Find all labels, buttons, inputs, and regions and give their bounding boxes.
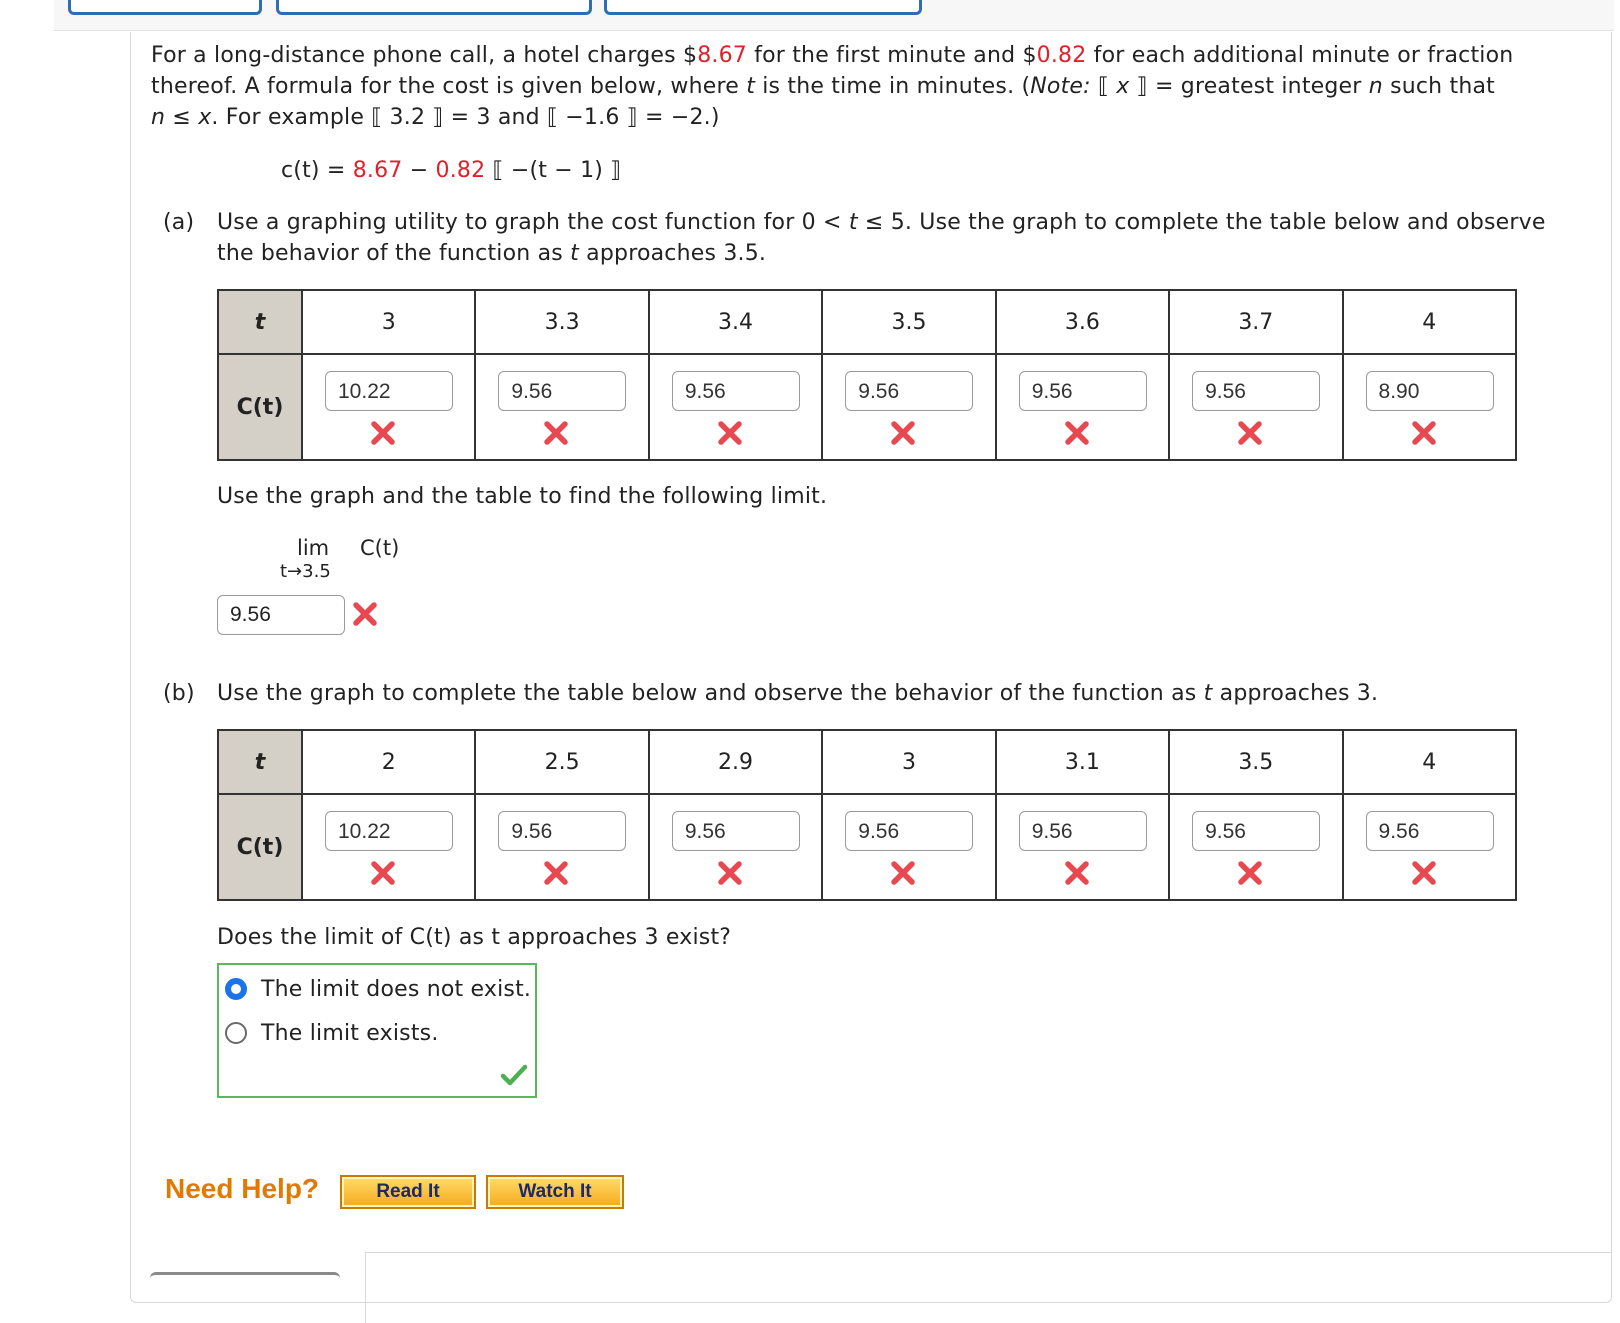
incorrect-icon	[542, 859, 570, 887]
option-exists-label[interactable]: The limit exists.	[261, 1021, 439, 1046]
cost-answer-input[interactable]: 9.56	[672, 371, 800, 411]
cost-answer-input[interactable]: 9.56	[1019, 811, 1147, 851]
incorrect-icon	[889, 859, 917, 887]
c-input-cell	[1343, 794, 1516, 900]
next-question-panel-edge	[365, 1252, 1611, 1323]
cost-answer-input[interactable]: 9.56	[498, 371, 626, 411]
t-value-cell: 4	[1343, 730, 1516, 794]
t-value-cell: 3.1	[996, 730, 1169, 794]
t-value-cell: 3.4	[649, 290, 822, 354]
t-value-cell: 3	[822, 730, 995, 794]
c-input-cell	[649, 354, 822, 460]
c-input-cell	[1343, 354, 1516, 460]
lim-function: C(t)	[360, 536, 400, 560]
incorrect-icon	[716, 419, 744, 447]
lim-word: lim	[297, 536, 330, 560]
c-input-cell	[302, 354, 475, 460]
watch-it-button[interactable]: Watch It	[486, 1175, 624, 1209]
incorrect-icon	[1236, 419, 1264, 447]
incorrect-icon	[369, 419, 397, 447]
problem-line-3: n ≤ x. For example ⟦ 3.2 ⟧ = 3 and ⟦ −1.6 ⟧ = −2.)	[151, 105, 720, 130]
cost-answer-input[interactable]: 9.56	[672, 811, 800, 851]
t-row	[218, 730, 1516, 794]
first-minute-rate: 8.67	[697, 43, 747, 68]
radio-limit-does-not-exist[interactable]	[225, 978, 247, 1000]
t-header: t	[218, 290, 302, 354]
option-does-not-exist-label[interactable]: The limit does not exist.	[261, 977, 532, 1002]
next-button-edge[interactable]	[150, 1272, 340, 1285]
correct-checkmark-icon	[500, 1063, 528, 1087]
t-value-cell: 2.5	[475, 730, 648, 794]
incorrect-icon	[1410, 859, 1438, 887]
part-a-label: (a)	[163, 210, 195, 235]
limit-question: Does the limit of C(t) as t approaches 3 exist?	[217, 925, 732, 950]
c-input-cell	[822, 794, 995, 900]
t-value-cell: 4	[1343, 290, 1516, 354]
t-value-cell: 3	[302, 290, 475, 354]
top-tab-button-3[interactable]	[604, 0, 922, 15]
c-row	[218, 354, 1516, 460]
c-header: C(t)	[218, 794, 302, 900]
incorrect-icon	[1236, 859, 1264, 887]
part-b-value-table	[217, 729, 1517, 901]
c-input-cell	[996, 794, 1169, 900]
limit-answer-input[interactable]: 9.56	[217, 595, 345, 635]
c-input-cell	[302, 794, 475, 900]
problem-statement	[151, 40, 1551, 133]
incorrect-icon	[1063, 859, 1091, 887]
radio-limit-exists[interactable]	[225, 1022, 247, 1044]
c-row	[218, 794, 1516, 900]
c-input-cell	[1169, 354, 1342, 460]
cost-answer-input[interactable]: 9.56	[1019, 371, 1147, 411]
cost-formula: c(t) = 8.67 − 0.82 ⟦ −(t − 1) ⟧	[281, 158, 622, 183]
c-header: C(t)	[218, 354, 302, 460]
incorrect-icon	[1410, 419, 1438, 447]
cost-answer-input[interactable]: 9.56	[1366, 811, 1494, 851]
top-toolbar-strip	[54, 0, 1614, 31]
need-help-label: Need Help?	[165, 1173, 320, 1204]
cost-answer-input[interactable]: 10.22	[325, 811, 453, 851]
lim-subscript: t→3.5	[280, 561, 331, 582]
part-a-value-table	[217, 289, 1517, 461]
incorrect-icon	[352, 601, 378, 627]
incorrect-icon	[716, 859, 744, 887]
t-value-cell: 2	[302, 730, 475, 794]
additional-minute-rate: 0.82	[1036, 43, 1087, 68]
top-tab-button-2[interactable]	[276, 0, 592, 15]
incorrect-icon	[1063, 419, 1091, 447]
cost-answer-input[interactable]: 8.90	[1366, 371, 1494, 411]
cost-answer-input[interactable]: 9.56	[1192, 811, 1320, 851]
part-b-instructions: Use the graph to complete the table below and observe the behavior of the function as t approaches 3.	[217, 681, 1379, 706]
c-input-cell	[649, 794, 822, 900]
problem-line-1: For a long-distance phone call, a hotel charges $8.67 for the first minute and $0.82 for each additional minute or fraction	[151, 43, 1514, 68]
part-a-instructions: Use a graphing utility to graph the cost function for 0 < t ≤ 5. Use the graph to complete the table below and observe the behavior of the function as t approaches 3.5.	[217, 210, 1546, 266]
c-input-cell	[996, 354, 1169, 460]
t-header: t	[218, 730, 302, 794]
limit-prompt: Use the graph and the table to find the following limit.	[217, 484, 828, 509]
c-input-cell	[475, 794, 648, 900]
t-row	[218, 290, 1516, 354]
t-value-cell: 3.3	[475, 290, 648, 354]
cost-answer-input[interactable]: 9.56	[845, 811, 973, 851]
t-value-cell: 3.5	[822, 290, 995, 354]
cost-answer-input[interactable]: 9.56	[498, 811, 626, 851]
t-value-cell: 2.9	[649, 730, 822, 794]
t-value-cell: 3.7	[1169, 290, 1342, 354]
problem-line-2: thereof. A formula for the cost is given below, where t is the time in minutes. (Note: ⟦ x ⟧ = greatest integer n such that	[151, 74, 1495, 99]
top-tab-button-1[interactable]	[68, 0, 262, 15]
c-input-cell	[1169, 794, 1342, 900]
c-input-cell	[475, 354, 648, 460]
part-b-label: (b)	[163, 681, 195, 706]
cost-answer-input[interactable]: 9.56	[845, 371, 973, 411]
note-label: Note:	[1030, 74, 1091, 99]
read-it-button[interactable]: Read It	[340, 1175, 476, 1209]
incorrect-icon	[542, 419, 570, 447]
incorrect-icon	[889, 419, 917, 447]
cost-answer-input[interactable]: 9.56	[1192, 371, 1320, 411]
cost-answer-input[interactable]: 10.22	[325, 371, 453, 411]
t-value-cell: 3.5	[1169, 730, 1342, 794]
c-input-cell	[822, 354, 995, 460]
t-value-cell: 3.6	[996, 290, 1169, 354]
incorrect-icon	[369, 859, 397, 887]
